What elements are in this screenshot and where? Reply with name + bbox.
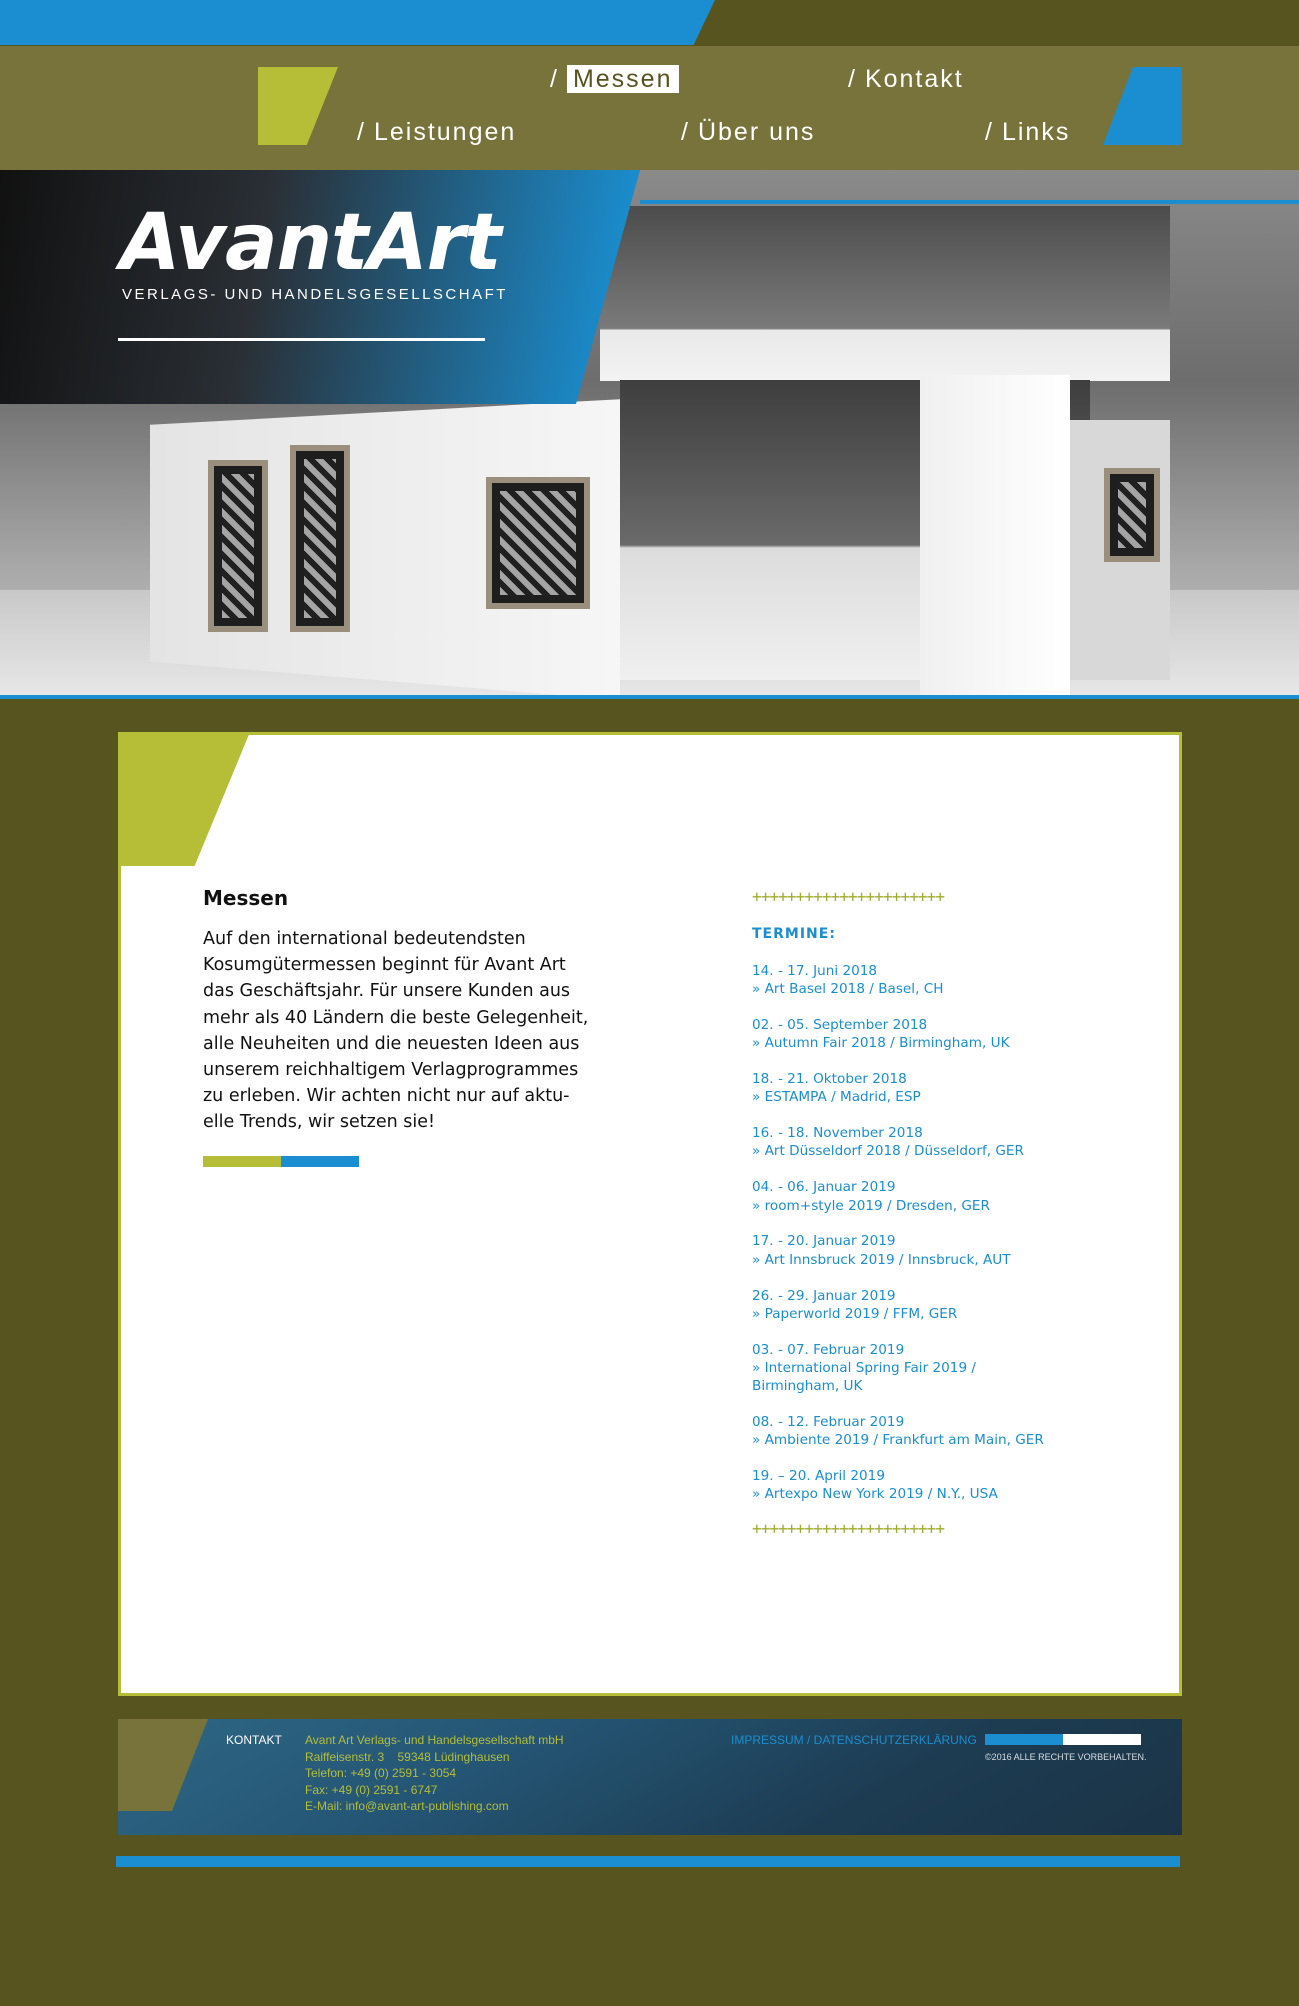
event-name: » room+style 2019 / Dresden, GER	[752, 1197, 990, 1214]
event-date: 02. - 05. September 2018	[752, 1017, 928, 1034]
event-name: » Paperworld 2019 / FFM, GER	[752, 1305, 958, 1322]
nav-item-links[interactable]: / Links	[985, 118, 1071, 146]
list-item[interactable]	[752, 1413, 1082, 1449]
termine-heading: TERMINE:	[752, 926, 836, 942]
event-date: 14. - 17. Juni 2018	[752, 963, 878, 979]
logo-underline	[118, 338, 485, 341]
nav-item-label: Über uns	[697, 118, 816, 146]
paragraph-line: mehr als 40 Ländern die beste Gelegenheit,	[203, 1007, 589, 1028]
footer-kontakt-label: KONTAKT	[226, 1733, 282, 1747]
artwork-image	[486, 477, 590, 609]
event-date: 16. - 18. November 2018	[752, 1125, 923, 1142]
list-item[interactable]	[752, 1070, 1082, 1106]
booth-pillar	[920, 375, 1070, 695]
list-item[interactable]	[752, 1178, 1082, 1214]
accent-bar-green	[203, 1156, 281, 1167]
intro-paragraph	[203, 926, 623, 1136]
event-date: 03. - 07. Februar 2019	[752, 1341, 905, 1358]
list-item[interactable]	[752, 1124, 1082, 1160]
event-date: 26. - 29. Januar 2019	[752, 1287, 896, 1304]
event-name: » Autumn Fair 2018 / Birmingham, UK	[752, 1035, 1010, 1052]
artwork-image	[1104, 468, 1160, 562]
event-date: 08. - 12. Februar 2019	[752, 1413, 905, 1430]
logo-subtitle: VERLAGS- UND HANDELSGESELLSCHAFT	[122, 286, 508, 303]
booth-ceiling	[600, 206, 1170, 381]
event-name: Birmingham, UK	[752, 1378, 863, 1395]
event-name: » Art Innsbruck 2019 / Innsbruck, AUT	[752, 1251, 1011, 1268]
paragraph-line: elle Trends, wir setzen sie!	[203, 1112, 436, 1133]
paragraph-line: zu erleben. Wir achten nicht nur auf aktu-	[203, 1086, 570, 1107]
page-title: Messen	[203, 886, 289, 910]
hero-bottom-stripe	[0, 695, 1299, 699]
top-accent-bar	[0, 0, 715, 45]
event-date: 18. - 21. Oktober 2018	[752, 1071, 907, 1088]
list-item[interactable]	[752, 1016, 1082, 1052]
address-line: Telefon: +49 (0) 2591 - 3054	[305, 1766, 457, 1780]
list-item[interactable]	[752, 962, 1082, 998]
nav-item-leistungen[interactable]: / Leistungen	[357, 118, 517, 146]
nav-item-ueber-uns[interactable]: / Über uns	[681, 118, 816, 146]
address-line: Raiffeisenstr. 3 59348 Lüdinghausen	[305, 1749, 510, 1764]
plus-divider: ++++++++++++++++++++++	[752, 1519, 945, 1538]
nav-item-label: Links	[1001, 118, 1071, 146]
list-item[interactable]	[752, 1287, 1082, 1323]
event-list	[752, 962, 1082, 1521]
plus-divider: ++++++++++++++++++++++	[752, 887, 945, 906]
artwork-image	[208, 460, 268, 632]
nav-item-label: Leistungen	[373, 118, 517, 146]
paragraph-line: alle Neuheiten und die neuesten Ideen aus	[203, 1033, 580, 1054]
list-item[interactable]	[752, 1341, 1082, 1396]
accent-bar-blue	[281, 1156, 359, 1167]
nav-item-label: Messen	[567, 65, 679, 93]
paragraph-line: das Geschäftsjahr. Für unsere Kunden aus	[203, 981, 571, 1002]
event-date: 17. - 20. Januar 2019	[752, 1233, 896, 1250]
nav-item-messen[interactable]: / Messen	[550, 64, 679, 94]
footer-accent-bar-blue	[985, 1734, 1063, 1745]
footer-legal-links[interactable]: IMPRESSUM / DATENSCHUTZERKLÄRUNG	[731, 1733, 977, 1747]
artwork-image	[290, 445, 350, 632]
event-name: » Ambiente 2019 / Frankfurt am Main, GER	[752, 1432, 1044, 1449]
email-link[interactable]: E-Mail: info@avant-art-publishing.com	[305, 1799, 509, 1813]
footer-accent-bar-white	[1063, 1734, 1141, 1745]
event-name: » ESTAMPA / Madrid, ESP	[752, 1089, 921, 1106]
paragraph-line: Auf den international bedeutendsten	[203, 929, 526, 949]
event-date: 19. – 20. April 2019	[752, 1468, 885, 1485]
nav-item-label: Kontakt	[864, 65, 964, 93]
event-date: 04. - 06. Januar 2019	[752, 1179, 896, 1196]
nav-item-kontakt[interactable]: / Kontakt	[848, 65, 964, 93]
footer-address	[305, 1732, 564, 1815]
event-name: » Art Basel 2018 / Basel, CH	[752, 981, 944, 998]
list-item[interactable]	[752, 1232, 1082, 1268]
address-line: Avant Art Verlags- und Handelsgesellschaft mbH	[305, 1733, 564, 1747]
paragraph-line: unserem reichhaltigem Verlagprogrammes	[203, 1060, 579, 1081]
list-item[interactable]	[752, 1467, 1082, 1503]
event-name: » Artexpo New York 2019 / N.Y., USA	[752, 1486, 998, 1503]
event-name: » International Spring Fair 2019 /	[752, 1359, 976, 1376]
address-line: Fax: +49 (0) 2591 - 6747	[305, 1782, 438, 1797]
logo[interactable]: AvantArt	[120, 198, 501, 288]
copyright-text: ©2016 ALLE RECHTE VORBEHALTEN.	[985, 1752, 1147, 1762]
event-name: » Art Düsseldorf 2018 / Düsseldorf, GER	[752, 1143, 1024, 1160]
hero-accent-stripe	[640, 200, 1299, 204]
paragraph-line: Kosumgütermessen beginnt für Avant Art	[203, 955, 566, 976]
hero-banner	[0, 170, 1299, 699]
bottom-accent-stripe	[116, 1856, 1180, 1867]
